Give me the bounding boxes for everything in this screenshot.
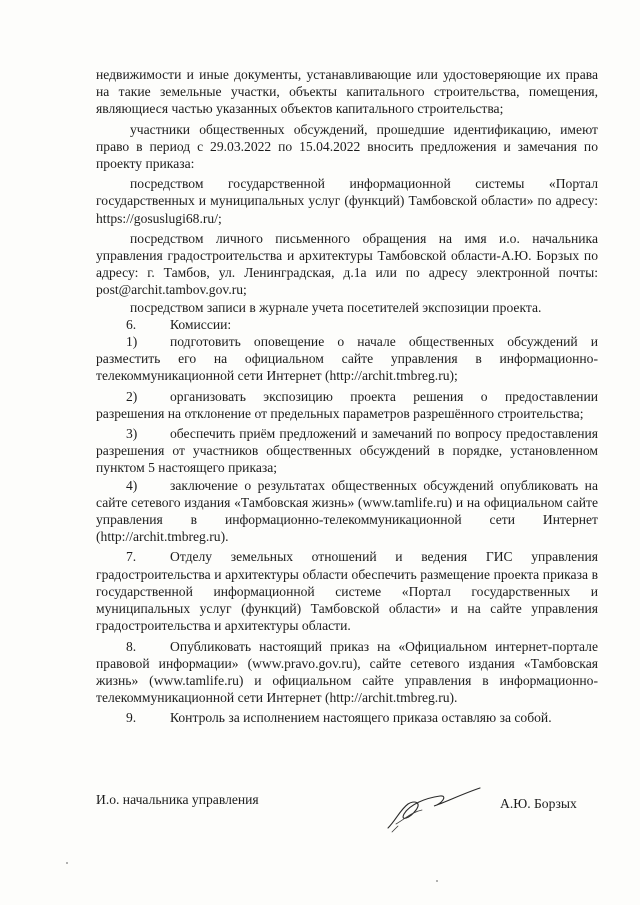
item-text: организовать экспозицию проекта решения о предоставлении разрешения на отклонение от предельных параметров разрешённого строительства; xyxy=(96,388,598,421)
scan-speck xyxy=(66,862,68,864)
list-item xyxy=(96,638,598,707)
paragraph: посредством личного письменного обращения на имя и.о. начальника управления градостроительства и архитектуры Тамбовской области-А.Ю. Борзых по адресу: г. Тамбов, ул. Ленинградская, д.1а или по адресу электронной почты: post@archit.tambov.gov.ru; xyxy=(96,230,598,298)
item-text: Контроль за исполнением настоящего приказа оставляю за собой. xyxy=(170,710,552,726)
item-number: 2) xyxy=(126,388,138,404)
handwritten-signature xyxy=(382,780,492,836)
item-number: 1) xyxy=(126,334,138,350)
item-number: 3) xyxy=(126,426,138,442)
item-text: Комиссии: xyxy=(170,316,232,332)
item-number: 8. xyxy=(126,638,137,654)
item-number: 9. xyxy=(126,710,137,726)
list-item xyxy=(96,316,598,333)
paragraph: посредством записи в журнале учета посетителей экспозиции проекта. xyxy=(130,299,542,315)
list-item xyxy=(96,388,598,422)
signatory-name: А.Ю. Борзых xyxy=(500,796,577,811)
paragraph: участники общественных обсуждений, прошедшие идентификацию, имеют право в период с 29.03.2022 по 15.04.2022 вносить предложения и замечания по проекту приказа: xyxy=(96,121,598,172)
paragraph: недвижимости и иные документы, устанавливающие или удостоверяющие их права на такие земельные участки, объекты капитального строительства, помещения, являющиеся частью указанных объектов капитального строительства; xyxy=(96,67,598,117)
paragraph: посредством государственной информационной системы «Портал государственных и муниципальных услуг (функций) Тамбовской области» по адресу: https://gosuslugi68.ru/; xyxy=(96,176,598,226)
item-text: заключение о результатах общественных обсуждений опубликовать на сайте сетевого издания «Тамбовская жизнь» (www.tamlife.ru) и на официальном сайте управления в информационно-телекоммуникационной сети Интернет (http://archit.tmbreg.ru). xyxy=(96,477,598,545)
list-item xyxy=(96,425,598,477)
item-text: подготовить оповещение о начале общественных обсуждений и разместить его на официальном сайте управления в информационно-телекоммуникационной сети Интернет (http://archit.tmbreg.ru); xyxy=(96,334,598,384)
signatory-position: И.о. начальника управления xyxy=(96,792,259,807)
list-item xyxy=(96,709,598,726)
item-number: 4) xyxy=(126,477,138,493)
item-text: Опубликовать настоящий приказ на «Официальном интернет-портале правовой информации» (www.pravo.gov.ru), сайте сетевого издания «Тамбовская жизнь» (www.tamlife.ru) и официальном сайте управления в информационно-телекоммуникационной сети Интернет (http://archit.tmbreg.ru). xyxy=(96,638,598,706)
item-text: Отделу земельных отношений и ведения ГИС управления градостроительства и архитектуры области обеспечить размещение проекта приказа в государственной информационной системе «Портал государственных и муниципальных услуг (функций) Тамбовской области» и на сайте управления градостроительства и архитектуры области. xyxy=(96,549,598,634)
item-number: 6. xyxy=(126,316,137,332)
item-text: обеспечить приём предложений и замечаний по вопросу предоставления разрешения от участников общественных обсуждений в порядке, установленном пунктом 5 настоящего приказа; xyxy=(96,426,598,476)
list-item xyxy=(96,333,598,385)
item-number: 7. xyxy=(126,549,137,565)
document-body xyxy=(96,66,598,727)
list-item xyxy=(96,477,598,546)
scan-speck xyxy=(436,880,438,882)
list-item xyxy=(96,548,598,634)
